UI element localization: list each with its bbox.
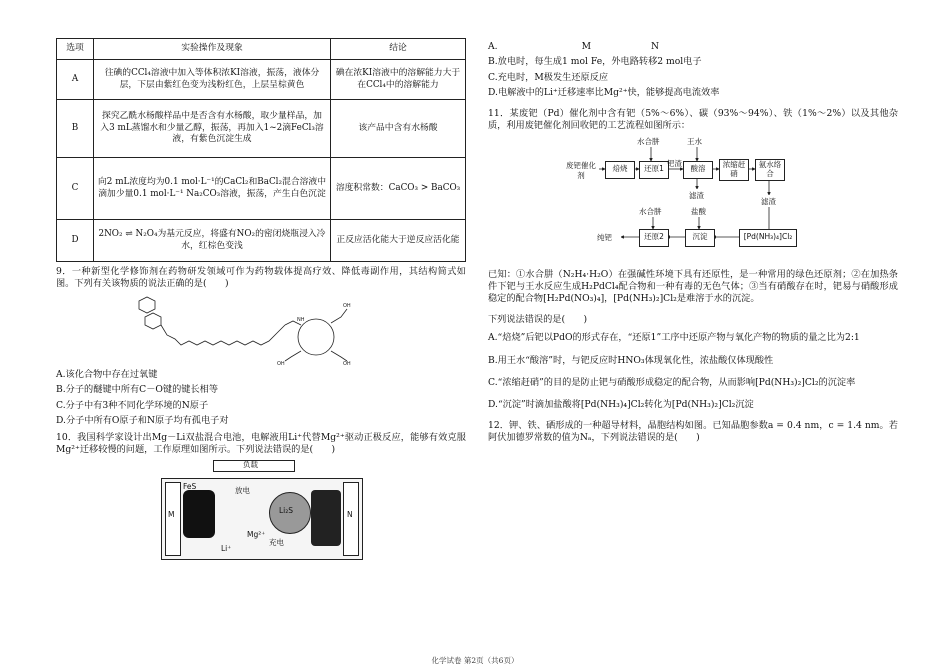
mg-particles xyxy=(183,490,215,538)
flow-raw: 废钯催化剂 xyxy=(566,160,596,180)
discharge-label: 放电 xyxy=(235,486,250,496)
conclusion-cell: 该产品中含有水杨酸 xyxy=(331,100,466,158)
flow-ammonia: 氨水络合 xyxy=(755,159,785,181)
load-label: 负载 xyxy=(243,460,258,470)
molecule-structure-icon xyxy=(131,295,391,365)
table-header-row xyxy=(57,39,466,60)
conclusion-cell: 碘在浓KI溶液中的溶解能力大于在CCl₄中的溶解能力 xyxy=(331,60,466,100)
fes-label: FeS xyxy=(183,482,197,492)
procedure-cell: 2NO₂ ⇌ N₂O₄为基元反应，将盛有NO₂的密闭烧瓶浸入冷水，红棕色变浅 xyxy=(94,220,331,262)
flow-pd-residue: 钯渣 xyxy=(667,158,682,168)
flow-hcl: 盐酸 xyxy=(691,206,706,216)
charge-label: 充电 xyxy=(269,538,284,548)
li2s-label: Li₂S xyxy=(279,506,294,516)
procedure-cell: 往碘的CCl₄溶液中加入等体积浓KI溶液，振荡，液体分层，下层由紫红色变为浅粉红色，上层呈棕黄色 xyxy=(94,60,331,100)
q11-option: B.用王水“酸溶”时，与钯反应时HNO₃体现氧化性，浓盐酸仅体现酸性 xyxy=(488,354,774,366)
q9-option: B.分子的醚键中所有C－O键的键长相等 xyxy=(56,384,219,396)
option-cell: A xyxy=(57,60,94,100)
table-header: 实验操作及现象 xyxy=(94,39,331,60)
q10-option-a-label: A. xyxy=(488,41,498,52)
flow-hydrazine1: 水合肼 xyxy=(637,136,660,146)
flow-filter2: 滤渣 xyxy=(761,196,776,206)
option-cell: D xyxy=(57,220,94,262)
table-header: 选项 xyxy=(57,39,94,60)
page-footer: 化学试卷 第2页（共6页） xyxy=(431,656,519,665)
right-column xyxy=(488,38,898,447)
procedure-cell: 探究乙酰水杨酸样品中是否含有水杨酸，取少量样品，加入3 mL蒸馏水和少量乙醇，振荡，再加入1~2滴FeCl₃溶液，有紫色沉淀生成 xyxy=(94,100,331,158)
q10-option: B.放电时，每生成1 mol Fe，外电路转移2 mol电子 xyxy=(488,56,702,68)
molecule-figure xyxy=(131,295,391,365)
flow-roast: 焙烧 xyxy=(605,161,635,179)
svg-text:NH: NH xyxy=(297,316,305,323)
conclusion-cell: 正反应活化能大于逆反应活化能 xyxy=(331,220,466,262)
question-10-stem: 10．我国科学家设计出Mg－Li双盐混合电池，电解液用Li⁺代替Mg²⁺驱动正极反应，能够有效克服Mg²⁺迁移较慢的问题，工作原理如图所示。下列说法错误的是( ) xyxy=(56,431,466,455)
q10-option-a xyxy=(488,41,898,53)
question-9-stem: 9．一种新型化学修饰剂在药物研发领域可作为药物载体提高疗效、降低毒副作用，其结构简式如图。下列有关该物质的说法正确的是( ) xyxy=(56,266,466,290)
q11-ask: 下列说法错误的是( ) xyxy=(488,313,588,325)
flow-pure-pd: 纯钯 xyxy=(597,232,612,242)
flow-hydrazine2: 水合肼 xyxy=(639,206,662,216)
flow-aqua-regia: 王水 xyxy=(687,136,702,146)
flow-dissolve: 酸溶 xyxy=(683,161,713,179)
flowchart-figure xyxy=(563,137,823,263)
flow-concentrate: 浓缩赶硝 xyxy=(719,159,749,181)
q11-known: 已知：①水合肼（N₂H₄·H₂O）在强碱性环境下具有还原性，是一种常用的绿色还原剂；②在加热条件下钯与王水反应生成H₂PdCl₄配合物和一种有毒的无色气体；③当有硝酸存在时，钯易与硝酸形成稳定的配合物[H₂Pd(NO₃)₄]，[Pd(NH₃)₂]Cl₂是难溶于水的沉淀。 xyxy=(488,268,898,305)
option-cell: B xyxy=(57,100,94,158)
experiment-table xyxy=(56,38,466,262)
flow-reduce1: 还原1 xyxy=(639,161,669,179)
q9-option: A.该化合物中存在过氧键 xyxy=(56,368,158,380)
procedure-cell: 向2 mL浓度均为0.1 mol·L⁻¹的CaCl₂和BaCl₂混合溶液中滴加少量0.1 mol·L⁻¹ Na₂CO₃溶液，振荡，产生白色沉淀 xyxy=(94,158,331,220)
conclusion-cell: 溶度积常数：CaCO₃ > BaCO₃ xyxy=(331,158,466,220)
left-column xyxy=(56,38,466,564)
table-row xyxy=(57,158,466,220)
svg-text:OH: OH xyxy=(343,360,351,365)
flow-complex: [Pd(NH₃)₄]Cl₂ xyxy=(739,229,797,247)
n-label: N xyxy=(347,510,353,520)
svg-text:OH: OH xyxy=(277,360,285,365)
table-row xyxy=(57,100,466,158)
battery-figure xyxy=(151,460,371,560)
flow-reduce2: 还原2 xyxy=(639,229,669,247)
flow-filter1: 滤渣 xyxy=(689,190,704,200)
q11-option: C.“浓缩赶硝”的目的是防止钯与硝酸形成稳定的配合物，从而影响[Pd(NH₃)₂]Cl₂的沉淀率 xyxy=(488,377,856,389)
fes-particles xyxy=(311,490,341,546)
q10-option-a-n: N xyxy=(650,41,660,52)
table-row xyxy=(57,220,466,262)
m-label: M xyxy=(168,510,175,520)
q9-option: D.分子中所有O原子和N原子均有孤电子对 xyxy=(56,415,229,427)
question-12-stem: 12．钾、铁、硒形成的一种超导材料，晶胞结构如图。已知晶胞参数a = 0.4 nm，c = 1.4 nm。若阿伏加德罗常数的值为Nₐ，下列说法错误的是( ) xyxy=(488,419,898,444)
mg-label: Mg²⁺ xyxy=(247,530,266,540)
q9-option: C.分子中有3种不同化学环境的N原子 xyxy=(56,399,209,411)
q10-option-a-m: M xyxy=(581,41,591,52)
q10-option: C.充电时，M极发生还原反应 xyxy=(488,71,609,83)
svg-text:OH: OH xyxy=(343,302,351,309)
question-11-stem: 11．某废钯（Pd）催化剂中含有钯（5%～6%）、碳（93%～94%）、铁（1%～2%）以及其他杂质，利用废钯催化剂回收钯的工艺流程如图所示： xyxy=(488,107,898,132)
q11-option: A.“焙烧”后钯以PdO的形式存在，“还原1”工序中还原产物与氧化产物的物质的量之比为2:1 xyxy=(488,332,860,344)
flow-precipitate: 沉淀 xyxy=(685,229,715,247)
q10-option: D.电解液中的Li⁺迁移速率比Mg²⁺快，能够提高电流效率 xyxy=(488,87,720,99)
option-cell: C xyxy=(57,158,94,220)
q11-option: D.“沉淀”时滴加盐酸将[Pd(NH₃)₄]Cl₂转化为[Pd(NH₃)₂]Cl₂沉淀 xyxy=(488,399,754,411)
li-label: Li⁺ xyxy=(221,544,232,554)
table-row xyxy=(57,60,466,100)
table-header: 结论 xyxy=(331,39,466,60)
